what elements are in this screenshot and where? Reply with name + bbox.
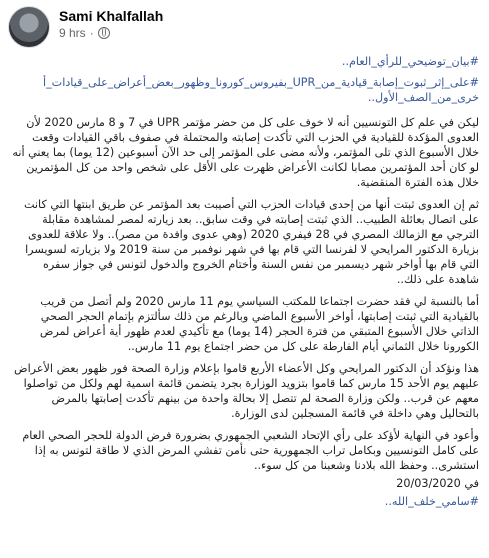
post-timestamp[interactable]: 9 hrs [59,26,86,40]
globe-icon [98,27,110,39]
post-paragraph-1: ليكن في علم كل التونسيين أنه لا خوف على كل من حضر مؤتمر UPR في 7 و 8 مارس 2020 لأن العدوى المؤكدة للقيادية في الحزب التي تأكدت إصابته والمحتملة في صفوف باقي القيادات وقعت خلال الأسبوع الذي تلى المؤتمر، ولأنه مضى على المؤتمر إلى حد الآن أسبوعين (12 يوما) بما يعني أنه لو كان أحد المؤتمرين مصابا لكانت الأعراض ظهرت على الأقل على شخص واحد من كل المؤتمرين خلال هذه الفترة المنقضية. [12,116,479,189]
post-body [10,54,479,516]
post-date-prefix: في [464,477,479,490]
hashtag-headline[interactable]: #على_إثر_ثبوت_إصابة_قيادية_من_UPR_بفيروس_كورونا_وظهور_بعض_أعراض_على_قيادات_أ خرى_من_الصف_الأول.. [42,76,479,104]
time-separator: · [89,26,94,40]
author-name[interactable]: Sami Khalfallah [59,8,164,24]
post-date-line [10,476,479,491]
signature-hashtag[interactable]: #سامي_خلف_الله.. [384,495,479,508]
post-date: 20/03/2020 [396,477,461,490]
post-paragraph-4: هذا ونؤكد أن الدكتور المرايحي وكل الأعضاء الأربع قاموا بإعلام وزارة الصحة فور ظهور بعض الأعراض عليهم يوم الأحد 15 مارس كما قاموا بتزويد الوزارة بجرد يتضمن قائمة اسمية لهم ولكل من تواصلوا معهم عن قرب.. ولكن وزارة الصحة لم تتصل إلا بحالة واحدة من بينهم تأكدت إصابتها بالمرض بالتحاليل وهي داخلة في قائمة المسجلين لدى الوزارة. [14,362,479,420]
post-header [8,6,163,50]
post-paragraph-3: أما بالنسبة لي فقد حضرت اجتماعا للمكتب السياسي يوم 11 مارس 2020 ولم أتصل من قريب بالقيادية التي ثبتت إصابتها، أواخر الأسبوع الماضي وبالرغم من ذلك سألتزم بإتمام الحجر الصحي الذاتي خلال الأسبوع المتبقي من فترة الحجر (14 يوما) مع تأكيدي لعدم ظهور أية أعراض لمرض الكورونا خلال الثماني أيام الفارطة على كل من حضر اجتماع يوم 11 مارس.. [39,295,479,353]
post-time-row [59,25,163,41]
hashtag-title[interactable]: #بيان_توضيحي_للرأي_العام.. [341,55,479,68]
post-paragraph-5: وأعود في النهاية لأؤكد على رأي الإتحاد الشعبي الجمهوري بضرورة فرض الدولة للحجر الصحي العام على كامل التونسيين وبكامل تراب الجمهورية حتى نأمن تفشي المرض الذي لا طاقة لتونس به إذا استشرى.. وحفظ الله بلادنا وشعبنا من كل سوء.. [22,429,479,472]
post-meta [59,8,163,41]
author-avatar[interactable] [8,6,50,48]
post-paragraph-2: ثم إن العدوى ثبتت أنها من إحدى قيادات الحزب التي أصيبت بعد المؤتمر عن طريق ابنتها التي كانت على اتصال بعائلة الطبيب.. الذي ثبتت إصابته في وقت سابق.. بعد زيارته لمصر لمشاهدة مقابلة الترجي مع الزمالك المصري في 28 فيفري 2020 (وهي عدوى وافدة من مصر).. ولا علاقة للعدوى بزيارة الدكتور المرايحي لا لفرنسا التي قام بها في شهر نوفمبر من سنة 2019 ولا بزيارته لسويسرا التي قام بها أواخر شهر ديسمبر من نفس السنة وأختام الخروج والدخول لتونس في جواز سفره شاهدة على ذلك.. [23,198,479,286]
